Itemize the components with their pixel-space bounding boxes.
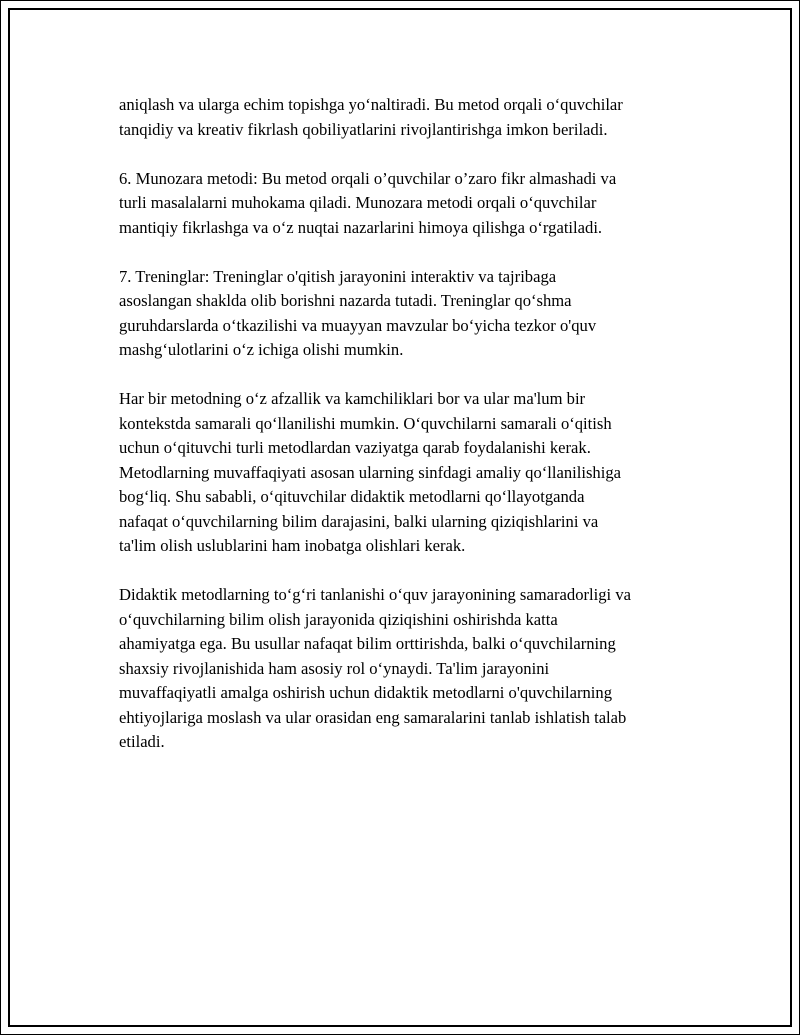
paragraph-conclusion: Didaktik metodlarning to‘g‘ri tanlanishi o‘quv jarayonining samaradorligi va o‘quvchilarning bilim olish jarayonida qiziqishini oshirishda katta ahamiyatga ega. Bu usullar nafaqat bilim orttirishda, balki o‘quvchilarning shaxsiy rivojlanishida ham asosiy rol o‘ynaydi. Ta'lim jarayonini muvaffaqiyatli amalga oshirish uchun didaktik metodlarni o'quvchilarning ehtiyojlariga moslash va ular orasidan eng samaralarini tanlab ishlatish talab etiladi.	[119, 585, 631, 751]
paragraph-metodlar-afzalligi: Har bir metodning o‘z afzallik va kamchiliklari bor va ular ma'lum bir kontekstda samarali qo‘llanilishi mumkin. O‘quvchilarni samarali o‘qitish uchun o‘qituvchi turli metodlardan vaziyatga qarab foydalanishi kerak. Metodlarning muvaffaqiyati asosan ularning sinfdagi amaliy qo‘llanilishiga bog‘liq. Shu sababli, o‘qituvchilar didaktik metodlarni qo‘llayotganda nafaqat o‘quvchilarning bilim darajasini, balki ularning qiziqishlarini va ta'lim olish uslublarini ham inobatga olishlari kerak.	[119, 389, 622, 555]
paragraph-treninglar: 7. Treninglar: Treninglar o'qitish jarayonini interaktiv va tajribaga asoslangan shaklda olib borishni nazarda tutadi. Treninglar qo‘shma guruhdarslarda o‘tkazilishi va muayyan mavzular bo‘yicha tezkor o'quv mashg‘ulotlarini o‘z ichiga olishi mumkin.	[119, 266, 597, 359]
document-body	[119, 93, 694, 779]
paragraph-munozara-metodi: 6. Munozara metodi: Bu metod orqali o’quvchilar o’zaro fikr almashadi va turli masalalarni muhokama qiladi. Munozara metodi orqali o‘quvchilar mantiqiy fikrlashga va o‘z nuqtai nazarlarini himoya qilishga o‘rgatiladi.	[119, 168, 617, 237]
paragraph-intro-continuation: aniqlash va ularga echim topishga yo‘naltiradi. Bu metod orqali o‘quvchilar tanqidiy va kreativ fikrlash qobiliyatlarini rivojlantirishga imkon beriladi.	[119, 95, 623, 139]
